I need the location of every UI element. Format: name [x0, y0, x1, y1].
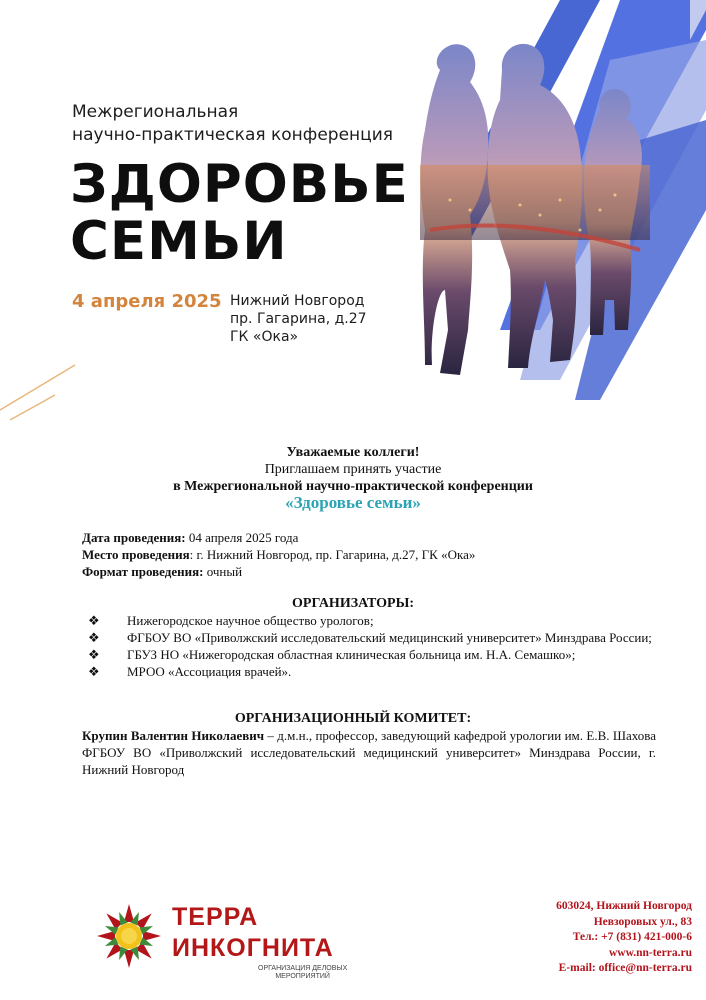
event-date: 4 апреля 2025 [72, 291, 222, 312]
detail-place-value: : г. Нижний Новгород, пр. Гагарина, д.27, ГК «Ока» [189, 547, 476, 562]
list-item [82, 612, 662, 629]
subtitle-line-2: научно-практическая конференция [72, 125, 393, 145]
detail-place-label: Место проведения [82, 547, 190, 562]
member-name: Крупин Валентин Николаевич [82, 728, 265, 743]
organizer-text: МРОО «Ассоциация врачей». [127, 664, 292, 679]
logo-line-2: ИНКОГНИТА [172, 934, 334, 962]
decorative-lines-left [0, 365, 75, 420]
organizer-text: ГБУЗ НО «Нижегородская областная клиническая больница им. Н.А. Семашко»; [127, 647, 576, 662]
organizers-heading: ОРГАНИЗАТОРЫ: [292, 596, 414, 611]
address-line-2: Невзоровых ул., 83 [593, 915, 692, 928]
title-line-2: СЕМЬИ [70, 211, 288, 272]
organizers-list [82, 612, 662, 680]
tagline-line-1: ОРГАНИЗАЦИЯ ДЕЛОВЫХ [258, 965, 348, 972]
sun-logo-icon [96, 903, 162, 969]
list-item [82, 646, 662, 663]
venue-building: ГК «Ока» [230, 329, 299, 345]
detail-date-value: 04 апреля 2025 года [185, 530, 299, 545]
subtitle-line-1: Межрегиональная [72, 102, 239, 122]
logo-line-1: ТЕРРА [172, 903, 259, 931]
title-line-1: ЗДОРОВЬЕ [70, 154, 409, 215]
website-link[interactable]: www.nn-terra.ru [608, 946, 692, 959]
brand-logo-text [172, 905, 334, 961]
detail-date-label: Дата проведения: [82, 530, 186, 545]
brand-tagline [258, 965, 347, 981]
event-venue [230, 292, 367, 346]
event-details [82, 529, 475, 580]
invitation-conference-line: в Межрегиональной научно-практической конференции [173, 479, 533, 494]
invitation-block [0, 444, 706, 495]
member-description: – д.м.н., профессор, заведующий кафедрой урологии им. Е.В. Шахова ФГБОУ ВО «Приволжский исследовательский медицинский университет» Минздрава России, г. Нижний Новгород [82, 728, 656, 777]
conference-name: «Здоровье семьи» [285, 493, 421, 512]
event-title [70, 156, 409, 270]
list-item [82, 629, 662, 646]
committee-member [82, 727, 656, 778]
people-silhouettes [420, 44, 650, 375]
email-link[interactable]: E-mail: office@nn-terra.ru [558, 962, 692, 974]
committee-heading: ОРГАНИЗАЦИОННЫЙ КОМИТЕТ: [234, 711, 472, 726]
venue-street: пр. Гагарина, д.27 [230, 311, 367, 327]
venue-city: Нижний Новгород [230, 293, 365, 309]
detail-date [82, 529, 475, 546]
event-subtitle [72, 101, 393, 147]
invitation-line: Приглашаем принять участие [264, 462, 442, 477]
contact-block [556, 899, 692, 977]
phone: Тел.: +7 (831) 421-000-6 [572, 931, 692, 943]
address-line-1: 603024, Нижний Новгород [556, 900, 692, 912]
bullet-icon: ❖ [88, 630, 100, 645]
list-item [82, 663, 662, 680]
detail-format-label: Формат проведения: [82, 564, 204, 579]
detail-format [82, 563, 475, 580]
organizer-text: ФГБОУ ВО «Приволжский исследовательский медицинский университет» Минздрава России; [127, 630, 652, 645]
bullet-icon: ❖ [88, 647, 100, 662]
detail-place [82, 546, 475, 563]
greeting: Уважаемые коллеги! [286, 445, 420, 460]
bullet-icon: ❖ [88, 664, 100, 679]
tagline-line-2: МЕРОПРИЯТИЙ [275, 973, 330, 980]
bullet-icon: ❖ [88, 613, 100, 628]
organizer-text: Нижегородское научное общество урологов; [127, 613, 374, 628]
detail-format-value: очный [203, 564, 243, 579]
